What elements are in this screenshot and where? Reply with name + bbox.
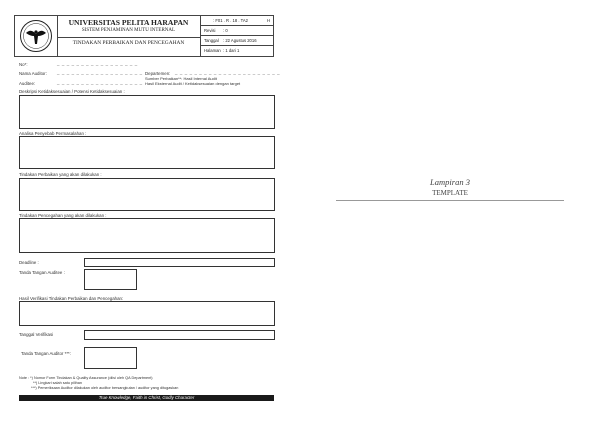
auditor-signature-box[interactable]: [84, 347, 137, 369]
date-label: Tanggal: [204, 38, 219, 43]
system-name: SISTEM PENJAMINAN MUTU INTERNAL: [81, 28, 176, 33]
form-header: [14, 15, 274, 57]
corrective-box[interactable]: [19, 178, 275, 211]
verification-box[interactable]: [19, 301, 275, 326]
revision-label: Revisi: [204, 28, 216, 33]
auditee-signature-box[interactable]: [84, 269, 137, 290]
form-title: TINDAKAN PERBAIKAN DAN PENCEGAHAN: [72, 40, 185, 46]
auditee-field[interactable]: _ _ _ _ _ _ _ _ _ _ _ _ _ _ _ _ _ _: [57, 80, 143, 85]
note-line-2: **) Lingkari salah satu pilihan: [33, 381, 82, 385]
preventive-label: Tindakan Pencegahan yang akan dilakukan :: [19, 213, 107, 218]
university-logo: [15, 16, 58, 56]
date-value: : 22 Agustus 2016: [223, 38, 257, 43]
footer-tagline: True Knowledge, Faith in Christ, Godly Character: [19, 395, 274, 401]
auditee-label: Auditee:: [19, 81, 36, 86]
preventive-box[interactable]: [19, 218, 275, 253]
deadline-field[interactable]: [84, 258, 275, 267]
verification-date-field[interactable]: [84, 330, 275, 340]
university-name: UNIVERSITAS PELITA HARAPAN: [68, 18, 189, 27]
department-label: Departemen:: [145, 71, 171, 76]
note-line-1: Note : *) Nomor Form Tindakan & Quality Assurance (diisi oleh QA Department): [19, 376, 153, 380]
cause-label: Analisa Penyebab Permasalahan :: [19, 131, 87, 136]
source-line-1: Sumber Perbaikan**: Hasil Internal Audit: [145, 76, 217, 81]
page-value: : 1 dari 1: [223, 48, 240, 53]
verification-label: Hasil Verifikasi Tindakan Perbaikan dan Pencegahan:: [19, 296, 124, 301]
auditee-signature-label: Tanda Tangan Auditee :: [19, 270, 65, 275]
appendix-subtitle: TEMPLATE: [432, 189, 468, 197]
page-label: Halaman: [204, 48, 221, 53]
deadline-label: Deadline :: [19, 260, 39, 265]
auditor-name-field[interactable]: _ _ _ _ _ _ _ _ _ _ _ _ _ _ _ _ _ _: [57, 70, 143, 75]
doc-code-suffix: H: [267, 18, 271, 23]
no-label: No*:: [19, 62, 28, 67]
note-line-3: ***) Pemeriksaan Auditor dilakukan oleh auditor bersangkutan / auditor yang ditugaskan: [31, 386, 179, 390]
description-box[interactable]: [19, 95, 275, 129]
corrective-label: Tindakan Perbaikan yang akan dilakukan :: [19, 172, 102, 177]
department-field[interactable]: _ _ _ _ _ _ _ _ _ _ _ _ _ _ _ _ _ _ _ _ _ _: [175, 70, 281, 75]
cause-box[interactable]: [19, 136, 275, 169]
no-field[interactable]: _ _ _ _ _ _ _ _ _ _ _ _ _ _ _ _ _: [57, 61, 138, 66]
verification-date-label: Tanggal Verifikasi: [19, 332, 54, 337]
auditor-name-label: Nama Auditor:: [19, 71, 47, 76]
doc-code: : F01 . R . 18 . TA2: [213, 18, 248, 23]
header-meta: [201, 16, 273, 56]
appendix-title: Lampiran 3: [430, 177, 470, 187]
appendix-divider: [336, 200, 564, 201]
source-line-2: Hasil Eksternal Audit / Ketidaksesuaian dengan target: [145, 81, 241, 86]
header-title-block: [57, 16, 201, 56]
auditor-signature-label: Tanda Tangan Auditor ***:: [21, 351, 71, 356]
description-label: Deskripsi Ketidaksesuaian / Potensi Ketidaksesuaian :: [19, 89, 125, 94]
revision-value: : 0: [223, 28, 228, 33]
